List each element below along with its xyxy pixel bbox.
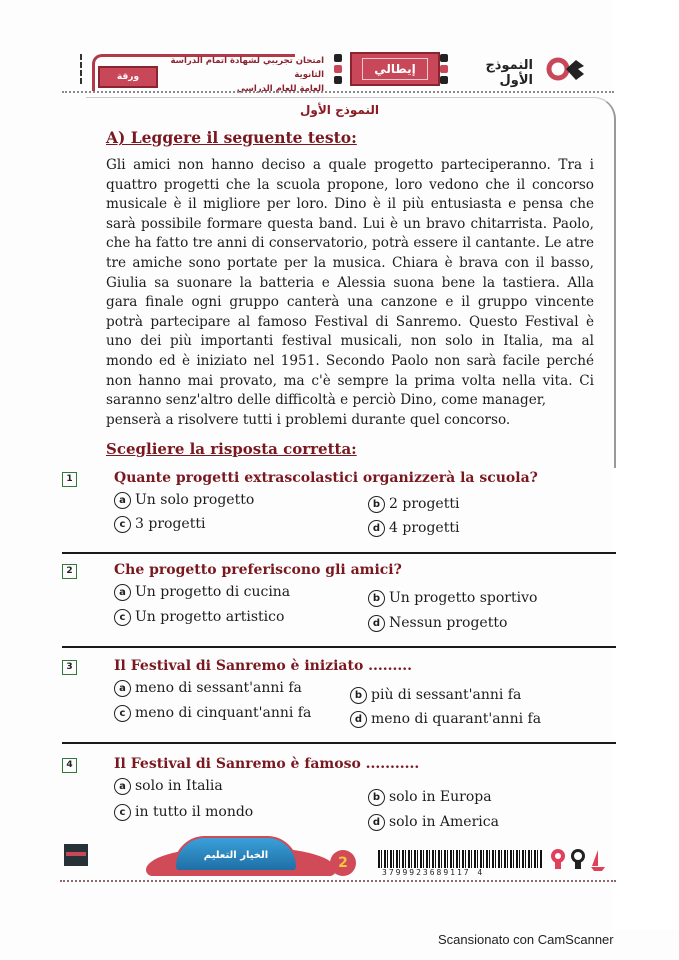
page-footer (60, 836, 616, 886)
option-text: solo in Europa (389, 789, 492, 805)
question-separator (62, 552, 616, 554)
option-letter: a (114, 492, 131, 509)
exam-title (170, 54, 324, 96)
option-c[interactable] (114, 516, 205, 533)
option-letter: c (114, 705, 131, 722)
question-number: 2 (62, 564, 77, 579)
lightbulb-red-icon (550, 848, 566, 872)
option-letter: d (368, 520, 385, 537)
option-text: 2 progetti (389, 496, 460, 512)
option-d[interactable] (368, 520, 459, 537)
option-a[interactable] (114, 680, 302, 697)
option-c[interactable] (114, 609, 284, 626)
option-text: Un progetto di cucina (135, 584, 291, 600)
question-separator (62, 742, 616, 744)
decor-pill (334, 65, 342, 73)
option-text: Un solo progetto (135, 492, 255, 508)
page-header (60, 46, 618, 100)
passage-paragraph: Gli amici non hanno deciso a quale progetto parteciperanno. Tra i quattro progetti che la scuola propone, loro vedono che il concorso musicale è il migliore per loro. Dino è il più entusiasta e pensa che sarà possibile formare questa band. Lui è un bravo chitarrista. Paolo, che ha fatto tre anni di conservatorio, potrà essere il cantante. Le atre tre amiche sono portate per la musica. Chiara è brava con il basso, Giulia sa suonare la batteria e Alessia suona bene la tastiera. Alla gara finale ogni gruppo canterà una canzone e il gruppo vincente potrà partecipare al famoso Festival di Sanremo. Questo Festival è uno dei più importanti festival musicali, non solo in Italia, ma al mondo ed è iniziato nel 1951. Secondo Paolo non sarà facile perché non hanno mai provato, ma c'è sempre la prima volta nella vita. Ci saranno senz'altro delle difficoltà e perciò Dino, come manager, (106, 157, 594, 409)
reading-passage (106, 156, 594, 430)
option-d[interactable] (368, 814, 499, 831)
option-letter: a (114, 778, 131, 795)
option-text: più di sessant'anni fa (371, 687, 522, 703)
publisher-badge: الخيار التعليم (174, 836, 298, 872)
header-divider (80, 54, 82, 84)
option-letter: c (114, 609, 131, 626)
model-label: النموذج الأول (485, 58, 533, 88)
option-text: meno di cinquant'anni fa (135, 705, 312, 721)
question-number: 3 (62, 660, 77, 675)
option-text: Un progetto sportivo (389, 590, 538, 606)
header-dotted-rule (62, 91, 614, 93)
question-text: Quante progetti extrascolastici organizzerà la scuola? (114, 470, 538, 486)
brand-logo-icon (546, 52, 586, 86)
option-c[interactable] (114, 804, 253, 821)
option-letter: c (114, 516, 131, 533)
option-letter: a (114, 584, 131, 601)
exam-title-line2: العامة للعام الدراسي (236, 84, 324, 94)
section-a-title: A) Leggere il seguente testo: (106, 128, 357, 147)
option-text: Nessun progetto (389, 615, 508, 631)
option-text: solo in America (389, 814, 499, 830)
option-text: meno di quarant'anni fa (371, 711, 542, 727)
option-b[interactable] (368, 590, 537, 607)
option-b[interactable] (350, 687, 521, 704)
decor-pill (440, 65, 448, 73)
exam-title-line1: امتحان تجريبي لشهادة اتمام الدراسة الثانوية (170, 56, 324, 80)
barcode-digits: 3799923689117 4 (382, 868, 485, 877)
question-number: 1 (62, 472, 77, 487)
lightbulb-black-icon (570, 848, 586, 872)
subject-label: إيطالي (374, 62, 416, 76)
option-b[interactable] (368, 789, 492, 806)
question-number: 4 (62, 758, 77, 773)
option-c[interactable] (114, 705, 311, 722)
question-separator (62, 646, 616, 648)
option-b[interactable] (368, 496, 459, 513)
option-text: solo in Italia (135, 778, 223, 794)
footer-tab (64, 844, 88, 866)
option-d[interactable] (350, 711, 541, 728)
decor-pill (334, 76, 342, 84)
question-text: Che progetto preferiscono gli amici? (114, 562, 402, 578)
section-b-title: Scegliere la risposta corretta: (106, 440, 357, 458)
option-text: Un progetto artistico (135, 609, 285, 625)
option-letter: d (368, 814, 385, 831)
option-d[interactable] (368, 615, 507, 632)
option-a[interactable] (114, 492, 254, 509)
question-text: Il Festival di Sanremo è famoso ........... (114, 756, 420, 772)
option-letter: d (368, 615, 385, 632)
passage-last-line: penserà a risolvere tutti i problemi durante quel concorso. (106, 411, 511, 428)
option-letter: c (114, 804, 131, 821)
option-text: meno di sessant'anni fa (135, 680, 302, 696)
question-text: Il Festival di Sanremo è iniziato ......... (114, 658, 413, 674)
option-letter: d (350, 711, 367, 728)
option-text: 3 progetti (135, 516, 206, 532)
option-letter: b (368, 496, 385, 513)
scanner-watermark: Scansionato con CamScanner (438, 932, 614, 947)
decor-pill (334, 54, 342, 62)
page-number: 2 (330, 850, 356, 876)
option-a[interactable] (114, 778, 223, 795)
footer-dotted-rule (60, 880, 616, 882)
barcode-icon (378, 850, 542, 868)
decor-pill (440, 76, 448, 84)
subject-box (350, 52, 440, 86)
option-letter: b (368, 789, 385, 806)
option-text: in tutto il mondo (135, 804, 254, 820)
option-a[interactable] (114, 584, 290, 601)
decor-pill (440, 54, 448, 62)
paper-edge (612, 0, 679, 930)
sailboat-icon (590, 848, 606, 872)
option-letter: a (114, 680, 131, 697)
model-heading: النموذج الأول (300, 103, 379, 117)
option-text: 4 progetti (389, 520, 460, 536)
option-letter: b (368, 590, 385, 607)
option-letter: b (350, 687, 367, 704)
exam-sheet-label: ورقة الامتحان (98, 66, 158, 88)
subject-box-inner (362, 58, 428, 80)
